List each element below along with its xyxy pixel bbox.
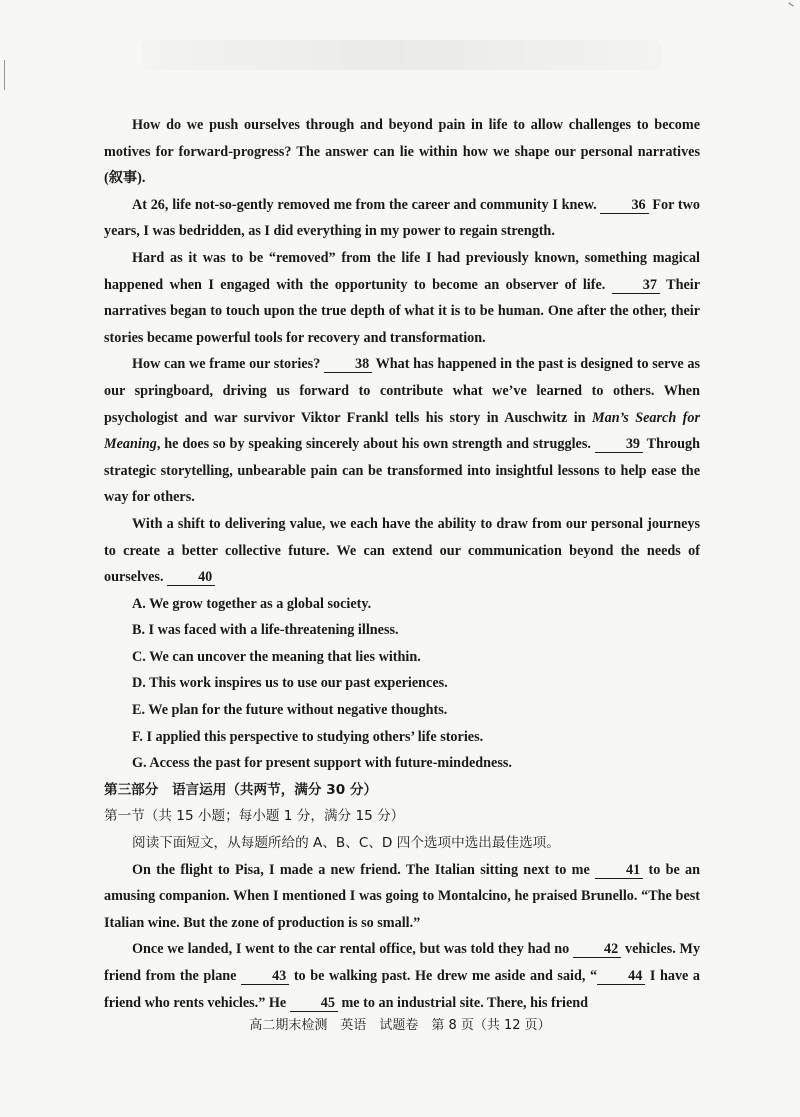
scan-smudge: [142, 40, 662, 70]
paragraph-text: me to an industrial site. There, his friend: [341, 994, 589, 1011]
cloze-paragraph-2: [104, 936, 700, 1016]
option-b[interactable]: B. I was faced with a life-threatening illness.: [132, 622, 399, 639]
passage-paragraph-1: How do we push ourselves through and beyond pain in life to allow challenges to become motives for forward-progress? The answer can lie within how we shape our personal narratives (叙事).: [104, 117, 700, 187]
blank-40[interactable]: 40: [167, 569, 215, 586]
option-e[interactable]: E. We plan for the future without negative thoughts.: [132, 702, 448, 719]
paragraph-text: to be an amusing companion. When I mentioned I was going to Montalcino, he praised Brunello. “The best Italian wine. But the zone of production is so small.”: [104, 861, 701, 931]
paragraph-text: vehicles. My friend from the plane: [104, 941, 701, 984]
blank-44[interactable]: 44: [597, 968, 645, 985]
passage-paragraph-2: [104, 192, 700, 245]
page-content: [104, 112, 700, 1016]
blank-36[interactable]: 36: [600, 197, 648, 214]
paragraph-text: How can we frame our stories?: [132, 356, 321, 373]
blank-45[interactable]: 45: [290, 995, 338, 1012]
paragraph-text: Through strategic storytelling, unbearable pain can be transformed into insightful lessons to help ease the way for others.: [104, 436, 701, 506]
paragraph-text: What has happened in the past is designed to serve as our springboard, driving us forward to contribute what we’ve learned to others. When psychologist and war survivor Viktor Frankl tells his story in Auschwitz in: [104, 356, 701, 426]
blank-41[interactable]: 41: [595, 862, 643, 879]
passage-paragraph-5: [104, 511, 700, 591]
option-f[interactable]: F. I applied this perspective to studying others’ life stories.: [132, 728, 484, 745]
option-c[interactable]: C. We can uncover the meaning that lies within.: [132, 648, 421, 665]
page-footer: 高二期末检测 英语 试题卷 第 8 页（共 12 页）: [249, 1018, 551, 1033]
paragraph-text: With a shift to delivering value, we each have the ability to draw from our personal journeys to create a better collective future. We can extend our communication beyond the needs of ourselves.: [104, 515, 700, 586]
option-d[interactable]: D. This work inspires us to use our past experiences.: [132, 675, 448, 692]
paragraph-text: I have a friend who rents vehicles.” He: [104, 968, 701, 1011]
section-heading: 第三部分 语言运用（共两节，满分 30 分）: [104, 781, 378, 798]
paragraph-text: Hard as it was to be “removed” from the life I had previously known, something magical happened when I engaged with the opportunity to become an observer of life.: [104, 249, 700, 293]
options-list: [104, 591, 700, 777]
paragraph-text: to be walking past. He drew me aside and said, “: [293, 968, 598, 984]
subsection-heading: 第一节（共 15 小题；每小题 1 分，满分 15 分）: [104, 808, 405, 825]
scan-edge-mark: [4, 60, 5, 90]
blank-38[interactable]: 38: [324, 356, 372, 373]
option-a[interactable]: A. We grow together as a global society.: [132, 595, 372, 612]
paragraph-text: On the flight to Pisa, I made a new friend. The Italian sitting next to me: [132, 861, 590, 878]
blank-43[interactable]: 43: [241, 968, 289, 985]
passage-paragraph-4: [104, 351, 700, 511]
blank-39[interactable]: 39: [595, 436, 643, 453]
paragraph-text: Once we landed, I went to the car rental office, but was told they had no: [132, 941, 570, 958]
paragraph-text: For two years, I was bedridden, as I did everything in my power to regain strength.: [104, 196, 700, 240]
blank-42[interactable]: 42: [573, 941, 621, 958]
paragraph-text: , he does so by speaking sincerely about his own strength and struggles.: [156, 436, 591, 453]
blank-37[interactable]: 37: [612, 277, 660, 294]
scan-corner-mark: [788, 2, 793, 6]
option-g[interactable]: G. Access the past for present support with future-mindedness.: [132, 755, 512, 772]
paragraph-text: Their narratives began to touch upon the true depth of what it is to be human. One after the other, their stories became powerful tools for recovery and transformation.: [104, 276, 701, 346]
passage-paragraph-3: [104, 245, 700, 351]
book-title: Man’s Search for Meaning: [104, 409, 700, 453]
cloze-paragraph-1: [104, 857, 700, 937]
instruction-text: 阅读下面短文，从每题所给的 A、B、C、D 四个选项中选出最佳选项。: [132, 835, 560, 852]
paragraph-text: At 26, life not-so-gently removed me from the career and community I knew.: [132, 196, 597, 213]
